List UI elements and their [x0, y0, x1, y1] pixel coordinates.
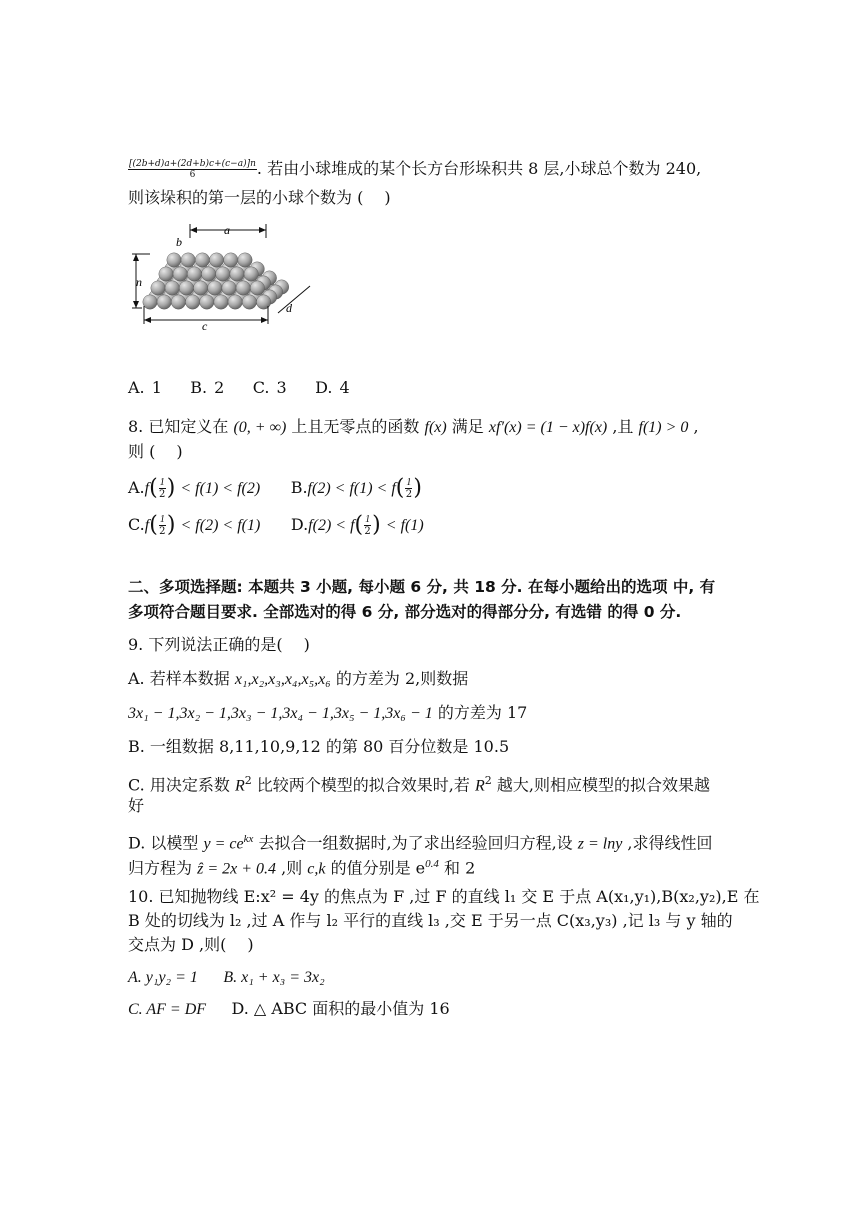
q10-options-cd [128, 998, 450, 1021]
q9-option-d-line1: D. 以模型 $y = ce^{kx}$ 去拟合一组数据时,为了求出经验回归方程,设 z = lny ,求得线性回 [128, 833, 713, 853]
q10-stem-line2: B 处的切线为 l₂ ,过 A 作与 l₂ 平行的直线 l₃ ,交 E 于另一点 C(x₃,y₃) ,记 l₃ 与 y 轴的 [128, 911, 733, 930]
ball [179, 281, 193, 295]
q7-formula: $\frac{[(2b+d)a+(2d+b)c+(c-a)]n}{6}$ [129, 159, 256, 180]
label-b: b [176, 235, 182, 249]
q8-option-d: D.f(2) < f( $\frac{1}{2}$ ) < f(1) [290, 512, 424, 538]
ball [228, 295, 242, 309]
q10-option-b: B. x₁ + x₃ = 3x₂ [223, 969, 325, 986]
section2-header-line1: 二、多项选择题: 本题共 3 小题, 每小题 6 分, 共 18 分. 在每小题给出的选项 中, 有 [128, 578, 716, 596]
ball [201, 267, 215, 281]
ball [143, 295, 157, 309]
ball [185, 295, 199, 309]
ball [244, 267, 258, 281]
ball [165, 281, 179, 295]
label-a: a [224, 223, 230, 237]
label-d: d [286, 301, 292, 315]
ball [209, 253, 223, 267]
q10-stem-line1: 10. 已知抛物线 E:x² = 4y 的焦点为 F ,过 F 的直线 l₁ 交 E 于点 A(x₁,y₁),B(x₂,y₂),E 在 [128, 887, 760, 906]
q8-option-a: A.f( $\frac{1}{2}$ ) < f(1) < f(2) [128, 475, 261, 501]
q9-option-c-line1: C. 用决定系数 $R^2$ 比较两个模型的拟合效果时,若 $R^2$ 越大,则相应模型的拟合效果越 [128, 774, 710, 795]
q7-options: A. 1 B. 2 C. 3 D. 4 [128, 378, 350, 397]
q9-stem: 9. 下列说法正确的是( ) [128, 635, 310, 654]
q9-option-c-line2: 好 [128, 796, 145, 815]
ball [216, 267, 230, 281]
ball [151, 281, 165, 295]
q10-option-a: A. y₁y₂ = 1 [128, 969, 198, 986]
q9-option-b: B. 一组数据 8,11,10,9,12 的第 80 百分位数是 10.5 [128, 737, 510, 756]
q10-stem-line3: 交点为 D ,则( ) [128, 935, 254, 954]
q9-option-a-line1: A. 若样本数据 x₁,x₂,x₃,x₄,x₅,x₆ 的方差为 2,则数据 [128, 669, 469, 688]
ball [222, 281, 236, 295]
q9-option-a-line2: 3x₁ − 1,3x₂ − 1,3x₃ − 1,3x₄ − 1,3x₅ − 1,3x₆ − 1 的方差为 17 [128, 703, 528, 722]
ball [224, 253, 238, 267]
ball [193, 281, 207, 295]
ball [214, 295, 228, 309]
ball [171, 295, 185, 309]
q10-option-c: C. AF = DF [128, 1001, 207, 1018]
section2-header-line2: 多项符合题目要求. 全部选对的得 6 分, 部分选对的得部分分, 有选错 的得 0 分. [128, 603, 682, 621]
ball [200, 295, 214, 309]
ball [242, 295, 256, 309]
q8-stem-line2: 则 ( ) [128, 442, 183, 461]
q7-text-line1: $\frac{[(2b+d)a+(2d+b)c+(c-a)]n}{6}$ . 若由小球堆成的某个长方台形垛积共 8 层,小球总个数为 240, [129, 159, 702, 180]
q7-text-line2: 则该垛积的第一层的小球个数为 ( ) [128, 188, 391, 207]
ball [256, 295, 270, 309]
ball [238, 253, 252, 267]
ball [157, 295, 171, 309]
q8-stem-line1: 8. 已知定义在 (0, + ∞) 上且无零点的函数 f(x) 满足 xf′(x) = (1 − x)f(x) ,且 f(1) > 0 , [128, 417, 699, 436]
q8-options-cd [128, 510, 424, 541]
ball [187, 267, 201, 281]
q8-option-b: B.f(2) < f(1) < f( $\frac{1}{2}$ ) [290, 475, 422, 501]
q8-options-ab [128, 473, 422, 504]
ball [181, 253, 195, 267]
ball [250, 281, 264, 295]
ball [167, 253, 181, 267]
label-n: n [136, 275, 142, 289]
q10-option-d: D. △ ABC 面积的最小值为 16 [231, 999, 450, 1018]
ball [159, 267, 173, 281]
ball [230, 267, 244, 281]
q8-option-c: C.f( $\frac{1}{2}$ ) < f(2) < f(1) [128, 512, 261, 538]
label-c: c [202, 319, 208, 333]
ball-stack-figure [128, 216, 328, 336]
ball [173, 267, 187, 281]
q9-option-d-line2: 归方程为 ẑ = 2x + 0.4 ,则 c,k 的值分别是 $e^{0.4}$ 和 2 [128, 858, 476, 878]
ball [195, 253, 209, 267]
ball [208, 281, 222, 295]
q10-options-ab [128, 966, 325, 989]
ball [236, 281, 250, 295]
